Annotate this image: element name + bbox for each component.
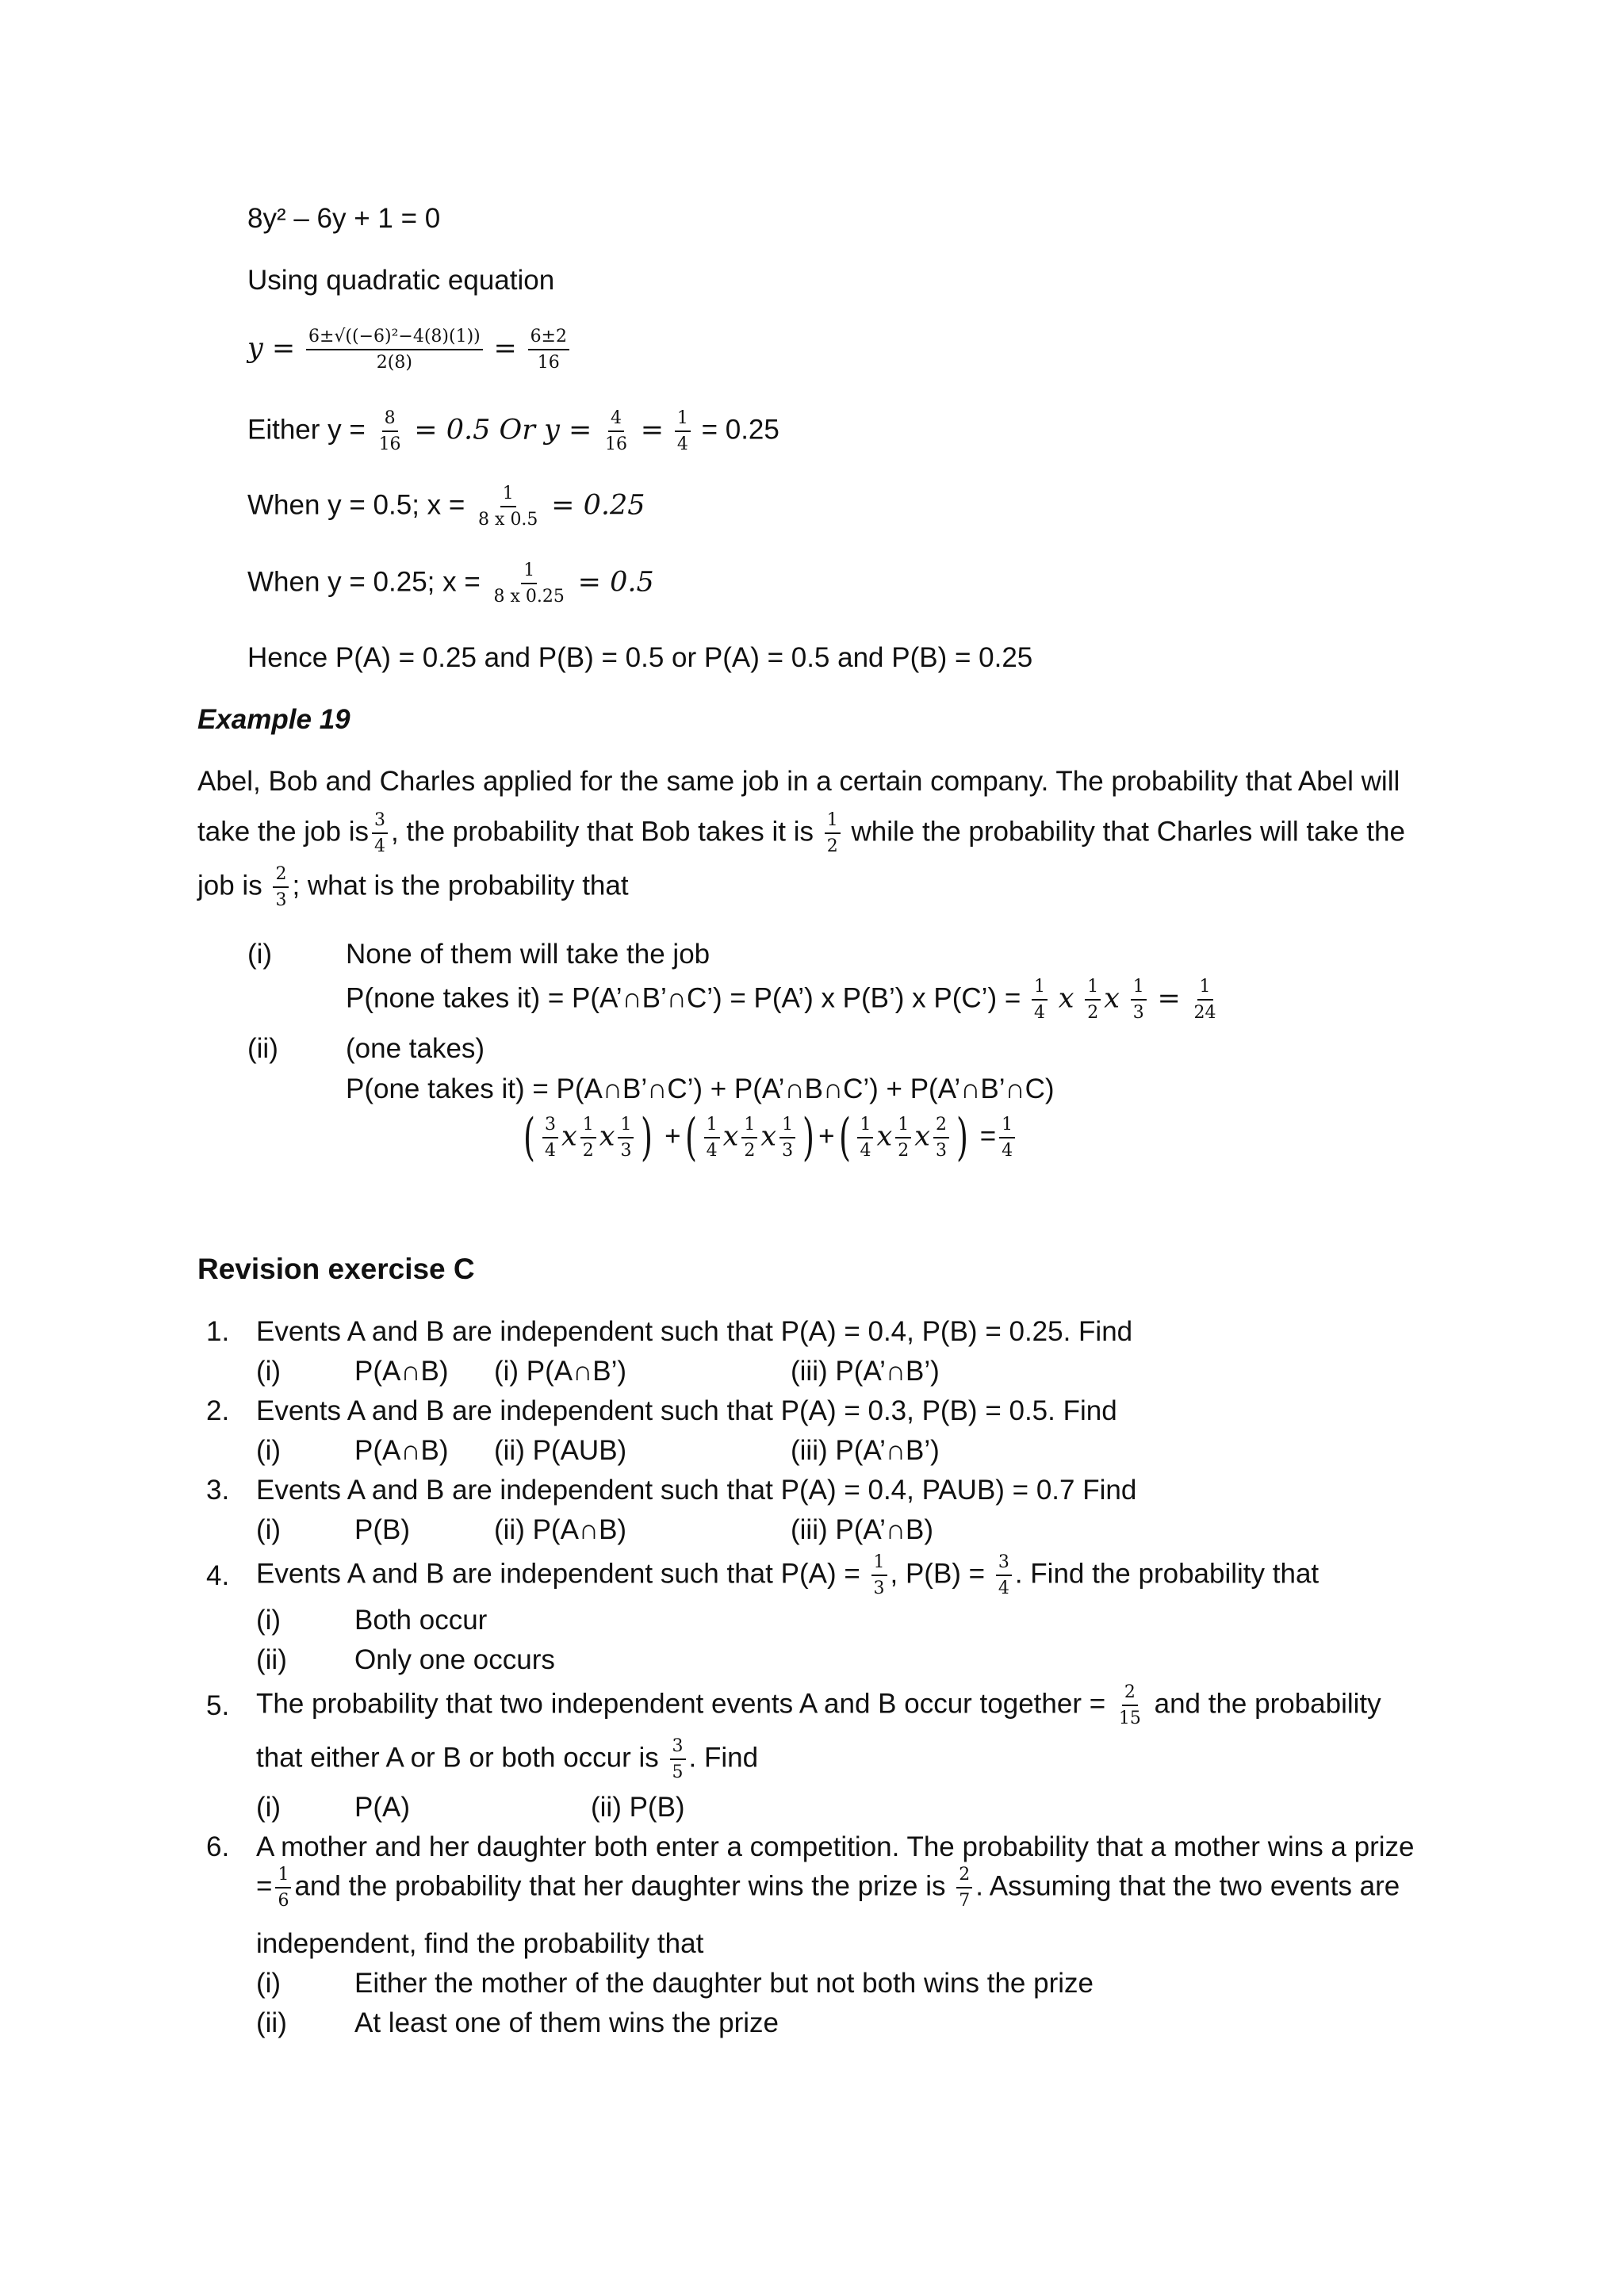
- q1-part-label: (i): [256, 1356, 282, 1387]
- q1-text: Events A and B are independent such that P(A) = 0.4, P(B) = 0.25. Find: [256, 1316, 1133, 1347]
- q2-text: Events A and B are independent such that P(A) = 0.3, P(B) = 0.5. Find: [256, 1395, 1117, 1426]
- q5-text-line-1: The probability that two independent events A and B occur together = $\frac{2}{15}$ and the probability: [256, 1682, 1381, 1729]
- q1-part-a: P(A∩B): [354, 1356, 449, 1387]
- q5-ii-text: (ii) P(B): [591, 1792, 685, 1823]
- formula-fraction-1: $\frac{\text{6±√((−6)²−4(8)(1))}}{2(8)}$: [306, 327, 483, 373]
- quadratic-formula-line: y = $\frac{\text{6±√((−6)²−4(8)(1))}}{2(8)}$ = $\frac{6\pm 2}{16}$: [247, 327, 573, 373]
- q5-i-label: (i): [256, 1792, 282, 1823]
- part-ii-working: ( $\frac{3}{4}$ x $\frac{1}{2}$ x $\frac{1}{3}$ ) +( $\frac{1}{4}$ x $\frac{1}{2}$ x $\frac{1}{3}$ ) +( $\frac{1}{4}$ x $\frac{1}{2}$ x $\frac{2}{3}$ ) = $\frac{1}{4}$: [519, 1112, 1018, 1163]
- example-19-line-2: take the job is $\frac{3}{4}$ , the probability that Bob takes it is $\frac{1}{2}$ while the probability that Charles will take the: [197, 810, 1405, 857]
- q4-i-label: (i): [256, 1605, 282, 1636]
- q3-part-label: (i): [256, 1514, 282, 1545]
- q6-number: 6.: [206, 1831, 230, 1862]
- q4-ii-text: Only one occurs: [354, 1644, 555, 1675]
- q1-part-c: (iii) P(A’∩B’): [791, 1356, 940, 1387]
- q2-part-b: (ii) P(AUB): [494, 1435, 627, 1466]
- q2-part-label: (i): [256, 1435, 282, 1466]
- part-i-calculation: P(none takes it) = P(A’∩B’∩C’) = P(A’) x P(B’) x P(C’) = $\frac{1}{4}$ x $\frac{1}{2}$ x $\frac{1}{3}$ = $\frac{1}{24}$: [346, 977, 1216, 1024]
- q4-number: 4.: [206, 1560, 230, 1591]
- part-ii-text: (one takes): [346, 1033, 485, 1064]
- part-i-label: (i): [247, 939, 273, 970]
- q5-number: 5.: [206, 1690, 230, 1721]
- q3-number: 3.: [206, 1475, 230, 1506]
- q4-i-text: Both occur: [354, 1605, 488, 1636]
- q1-part-b: (i) P(A∩B’): [494, 1356, 627, 1387]
- q6-text-line-1: A mother and her daughter both enter a competition. The probability that a mother wins a prize: [256, 1831, 1415, 1862]
- q6-ii-label: (ii): [256, 2007, 287, 2038]
- q6-i-text: Either the mother of the daughter but not both wins the prize: [354, 1968, 1094, 1999]
- part-i-text: None of them will take the job: [346, 939, 710, 970]
- using-quadratic-text: Using quadratic equation: [247, 265, 555, 296]
- q2-part-c: (iii) P(A’∩B’): [791, 1435, 940, 1466]
- equation-quadratic: 8y² – 6y + 1 = 0: [247, 203, 441, 234]
- q3-part-c: (iii) P(A’∩B): [791, 1514, 934, 1545]
- q6-text-line-3: independent, find the probability that: [256, 1928, 704, 1959]
- when-y-half-line: When y = 0.5; x = $\frac{1}{8 x 0.5}$ = 0.25: [247, 484, 645, 530]
- q3-text: Events A and B are independent such that P(A) = 0.4, PAUB) = 0.7 Find: [256, 1475, 1137, 1506]
- part-ii-label: (ii): [247, 1033, 278, 1064]
- either-line: Either y = $\frac{8}{16}$ = 0.5 Or y = $\frac{4}{16}$ = $\frac{1}{4}$ = 0.25: [247, 408, 779, 455]
- example-19-title: Example 19: [197, 704, 350, 735]
- example-19-line-1: Abel, Bob and Charles applied for the same job in a certain company. The probability that Abel will: [197, 766, 1400, 797]
- q6-ii-text: At least one of them wins the prize: [354, 2007, 779, 2038]
- when-y-quarter-line: When y = 0.25; x = $\frac{1}{8 x 0.25}$ = 0.5: [247, 561, 654, 607]
- q3-part-a: P(B): [354, 1514, 410, 1545]
- q5-text-line-2: that either A or B or both occur is $\frac{3}{5}$ . Find: [256, 1736, 759, 1783]
- formula-fraction-2: $\frac{6\pm 2}{16}$: [528, 327, 569, 373]
- q5-i-text: P(A): [354, 1792, 410, 1823]
- q2-part-a: P(A∩B): [354, 1435, 449, 1466]
- hence-line: Hence P(A) = 0.25 and P(B) = 0.5 or P(A) = 0.5 and P(B) = 0.25: [247, 642, 1033, 673]
- q4-ii-label: (ii): [256, 1644, 287, 1675]
- q6-text-line-2: = $\frac{1}{6}$ and the probability that her daughter wins the prize is $\frac{2}{7}$ . Assuming that the two events are: [256, 1865, 1400, 1911]
- q1-number: 1.: [206, 1316, 230, 1347]
- q2-number: 2.: [206, 1395, 230, 1426]
- revision-title: Revision exercise C: [197, 1253, 475, 1285]
- q3-part-b: (ii) P(A∩B): [494, 1514, 627, 1545]
- q6-i-label: (i): [256, 1968, 282, 1999]
- example-19-line-3: job is $\frac{2}{3}$ ; what is the probability that: [197, 864, 629, 911]
- q4-text: Events A and B are independent such that P(A) = $\frac{1}{3}$ , P(B) = $\frac{3}{4}$ . Find the probability that: [256, 1552, 1320, 1599]
- part-ii-calculation: P(one takes it) = P(A∩B’∩C’) + P(A’∩B∩C’) + P(A’∩B’∩C): [346, 1073, 1055, 1104]
